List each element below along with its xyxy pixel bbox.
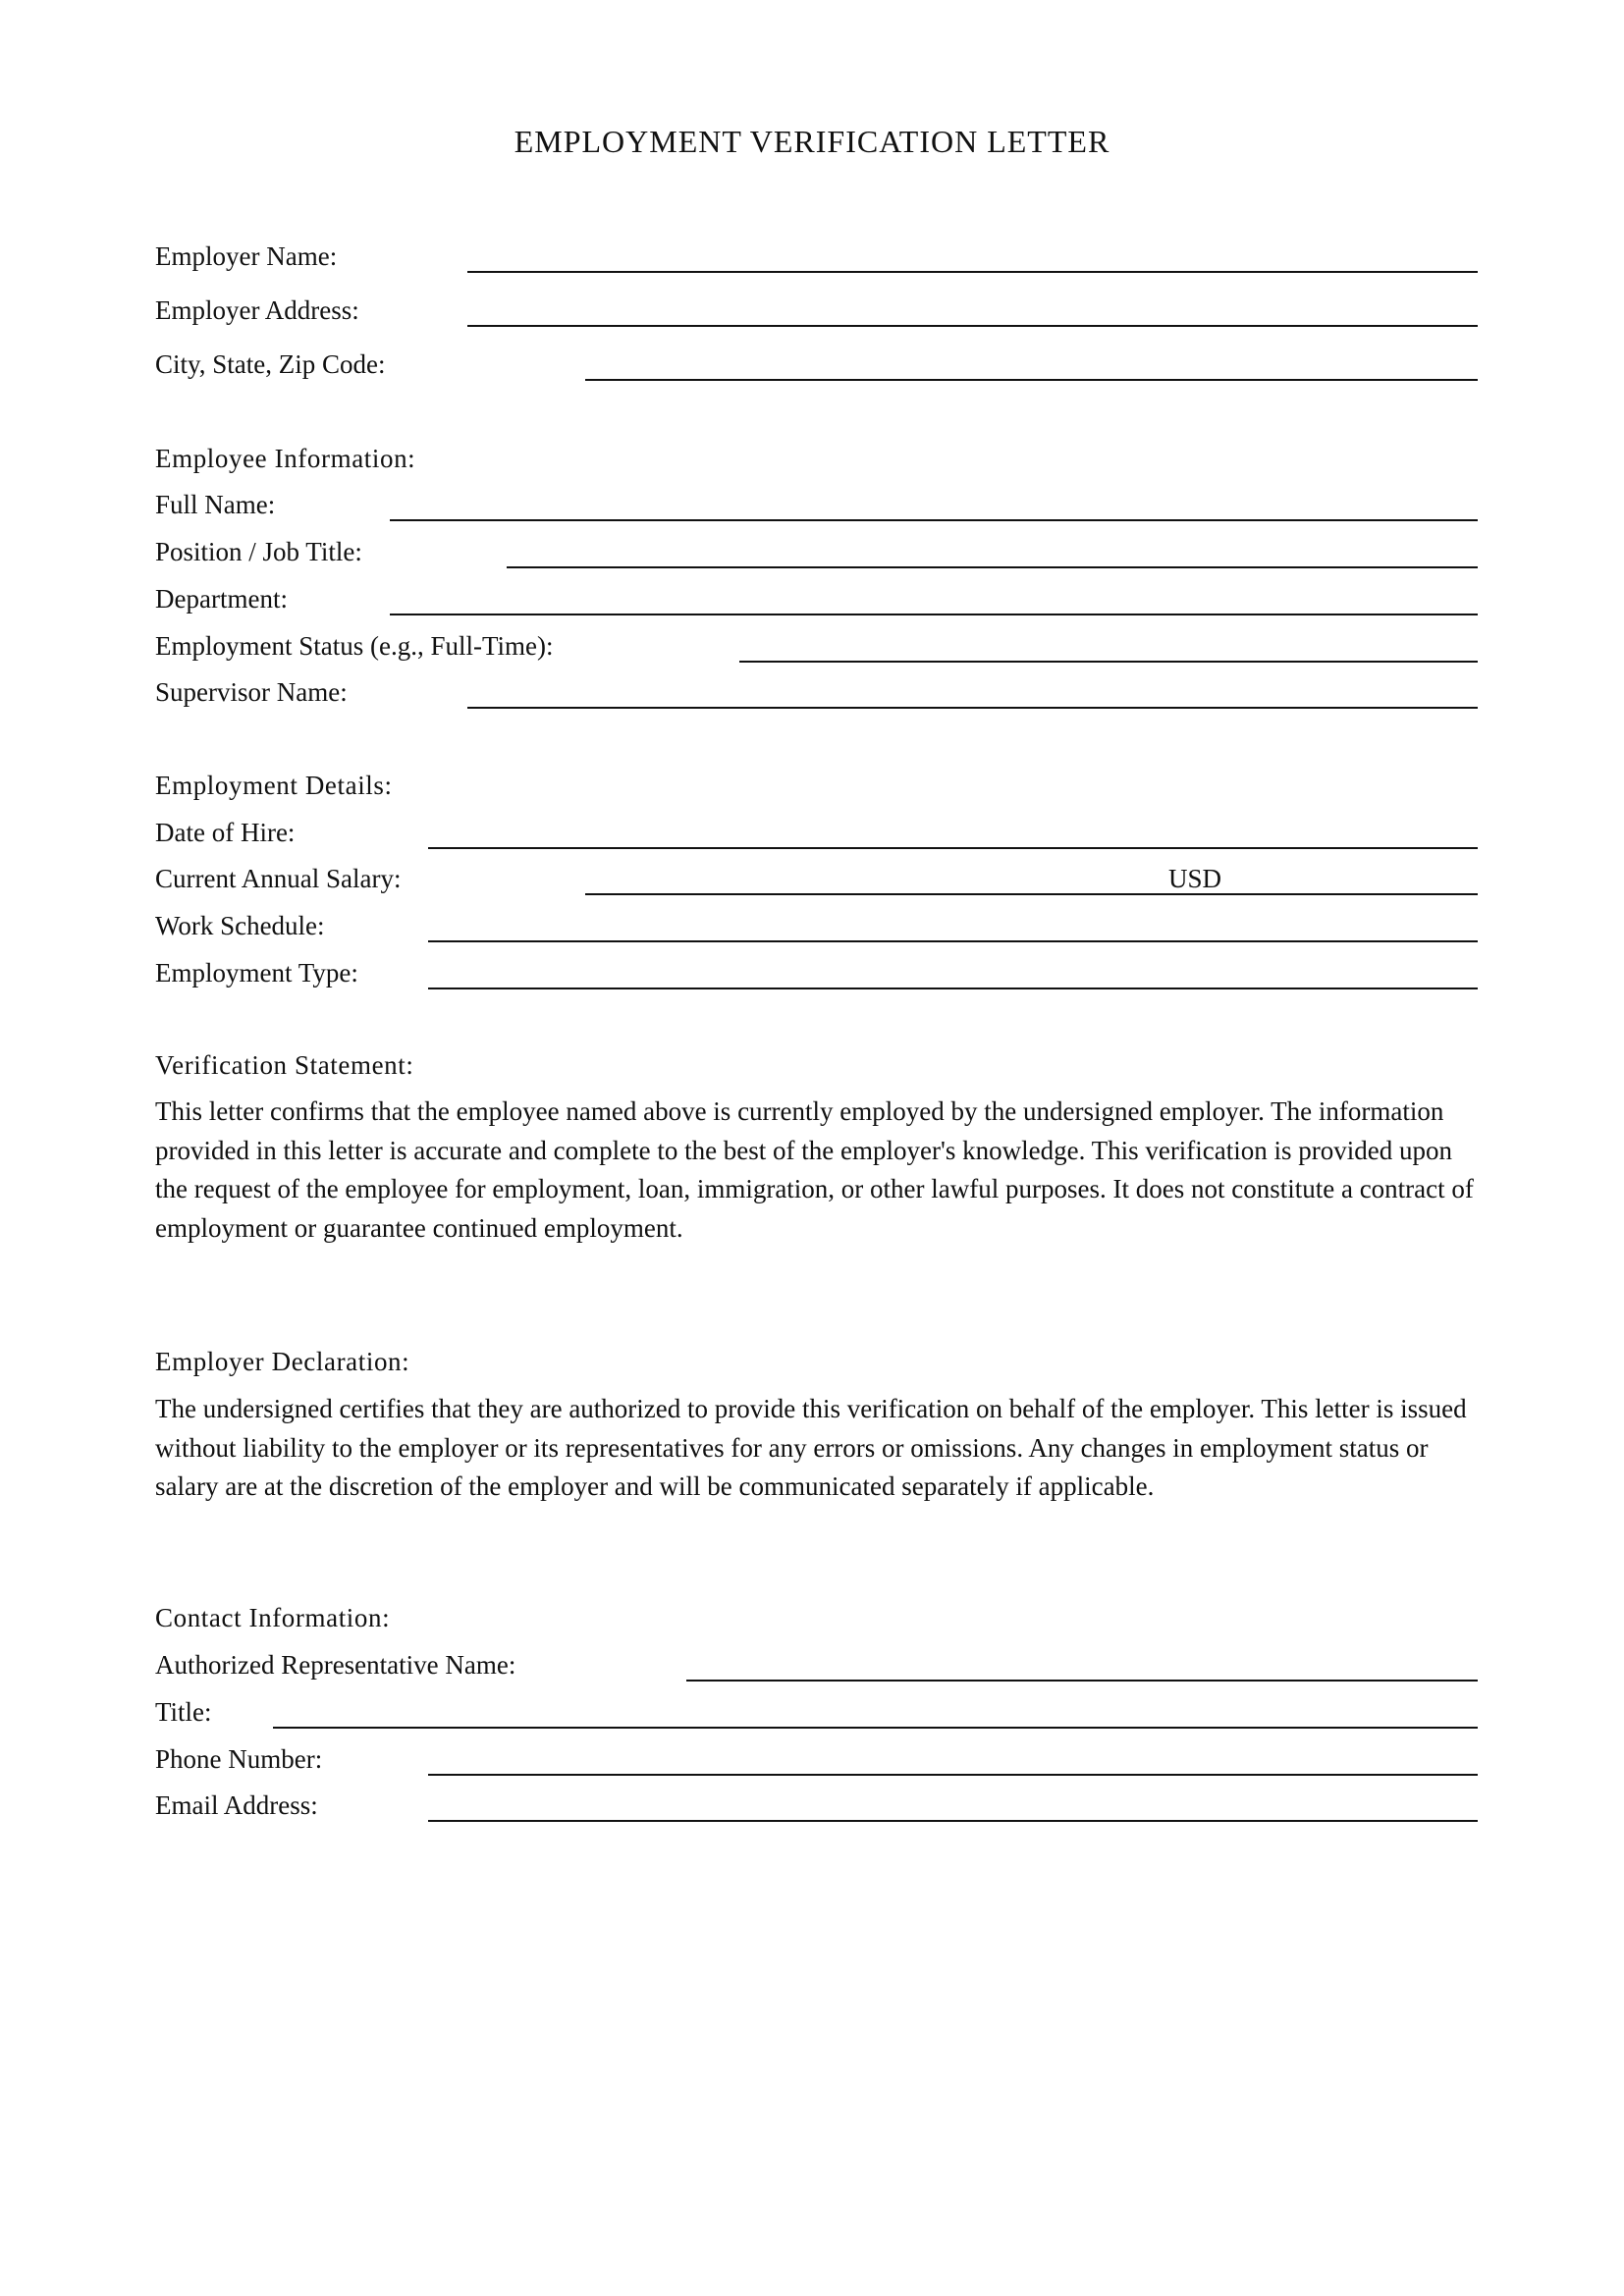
declaration-heading: Employer Declaration: (155, 1347, 410, 1376)
position-label: Position / Job Title: (155, 537, 362, 566)
employer-name-label: Employer Name: (155, 241, 338, 271)
phone-row (155, 1742, 1478, 1782)
position-field[interactable] (507, 566, 1478, 568)
email-label: Email Address: (155, 1790, 318, 1820)
salary-currency: USD (1168, 864, 1222, 893)
work-schedule-label: Work Schedule: (155, 911, 325, 940)
employee-info-heading: Employee Information: (155, 444, 416, 473)
hire-date-row (155, 816, 1478, 855)
position-row (155, 535, 1478, 574)
rep-title-label: Title: (155, 1697, 212, 1727)
employer-name-row (155, 240, 1478, 279)
full-name-label: Full Name: (155, 490, 276, 519)
verification-heading: Verification Statement: (155, 1050, 414, 1080)
employment-type-label: Employment Type: (155, 958, 358, 988)
employment-status-label: Employment Status (e.g., Full-Time): (155, 631, 554, 661)
employer-name-field[interactable] (467, 271, 1478, 273)
rep-name-row (155, 1648, 1478, 1687)
employer-city-field[interactable] (585, 379, 1478, 381)
full-name-field[interactable] (390, 519, 1478, 521)
email-field[interactable] (428, 1820, 1478, 1822)
employer-address-row (155, 294, 1478, 333)
supervisor-field[interactable] (467, 707, 1478, 709)
hire-date-label: Date of Hire: (155, 818, 296, 847)
employer-address-label: Employer Address: (155, 295, 359, 325)
employer-city-label: City, State, Zip Code: (155, 349, 386, 379)
rep-title-row (155, 1695, 1478, 1735)
document-title: EMPLOYMENT VERIFICATION LETTER (514, 124, 1110, 159)
rep-title-field[interactable] (273, 1727, 1478, 1729)
supervisor-row (155, 675, 1478, 715)
work-schedule-row (155, 909, 1478, 948)
work-schedule-field[interactable] (428, 940, 1478, 942)
declaration-text: The undersigned certifies that they are authorized to provide this verification on behalf of the employer. This letter is issued without liability to the employer or its representatives for any errors or omissions. Any changes in employment status or salary are at the discretion of the employer and will be communicated separately if applicable. (155, 1394, 1467, 1501)
full-name-row (155, 488, 1478, 527)
employer-city-row (155, 347, 1478, 387)
salary-field[interactable] (585, 893, 1478, 895)
employment-status-field[interactable] (739, 661, 1478, 663)
department-row (155, 582, 1478, 621)
supervisor-label: Supervisor Name: (155, 677, 348, 707)
phone-field[interactable] (428, 1774, 1478, 1776)
salary-label: Current Annual Salary: (155, 864, 402, 893)
department-label: Department: (155, 584, 288, 614)
employment-details-heading: Employment Details: (155, 771, 393, 800)
hire-date-field[interactable] (428, 847, 1478, 849)
contact-info-heading: Contact Information: (155, 1603, 391, 1632)
email-row (155, 1789, 1478, 1828)
employer-address-field[interactable] (467, 325, 1478, 327)
employment-type-field[interactable] (428, 988, 1478, 989)
salary-row (155, 862, 1478, 901)
department-field[interactable] (390, 614, 1478, 615)
verification-text: This letter confirms that the employee named above is currently employed by the undersigned employer. The information provided in this letter is accurate and complete to the best of the employer's knowledge. This verification is provided upon the request of the employee for employment, loan, immigration, or other lawful purposes. It does not constitute a contract of employment or guarantee continued employment. (155, 1096, 1474, 1243)
rep-name-label: Authorized Representative Name: (155, 1650, 516, 1680)
employment-status-row (155, 629, 1478, 668)
phone-label: Phone Number: (155, 1744, 323, 1774)
rep-name-field[interactable] (686, 1680, 1478, 1682)
employment-type-row (155, 956, 1478, 995)
